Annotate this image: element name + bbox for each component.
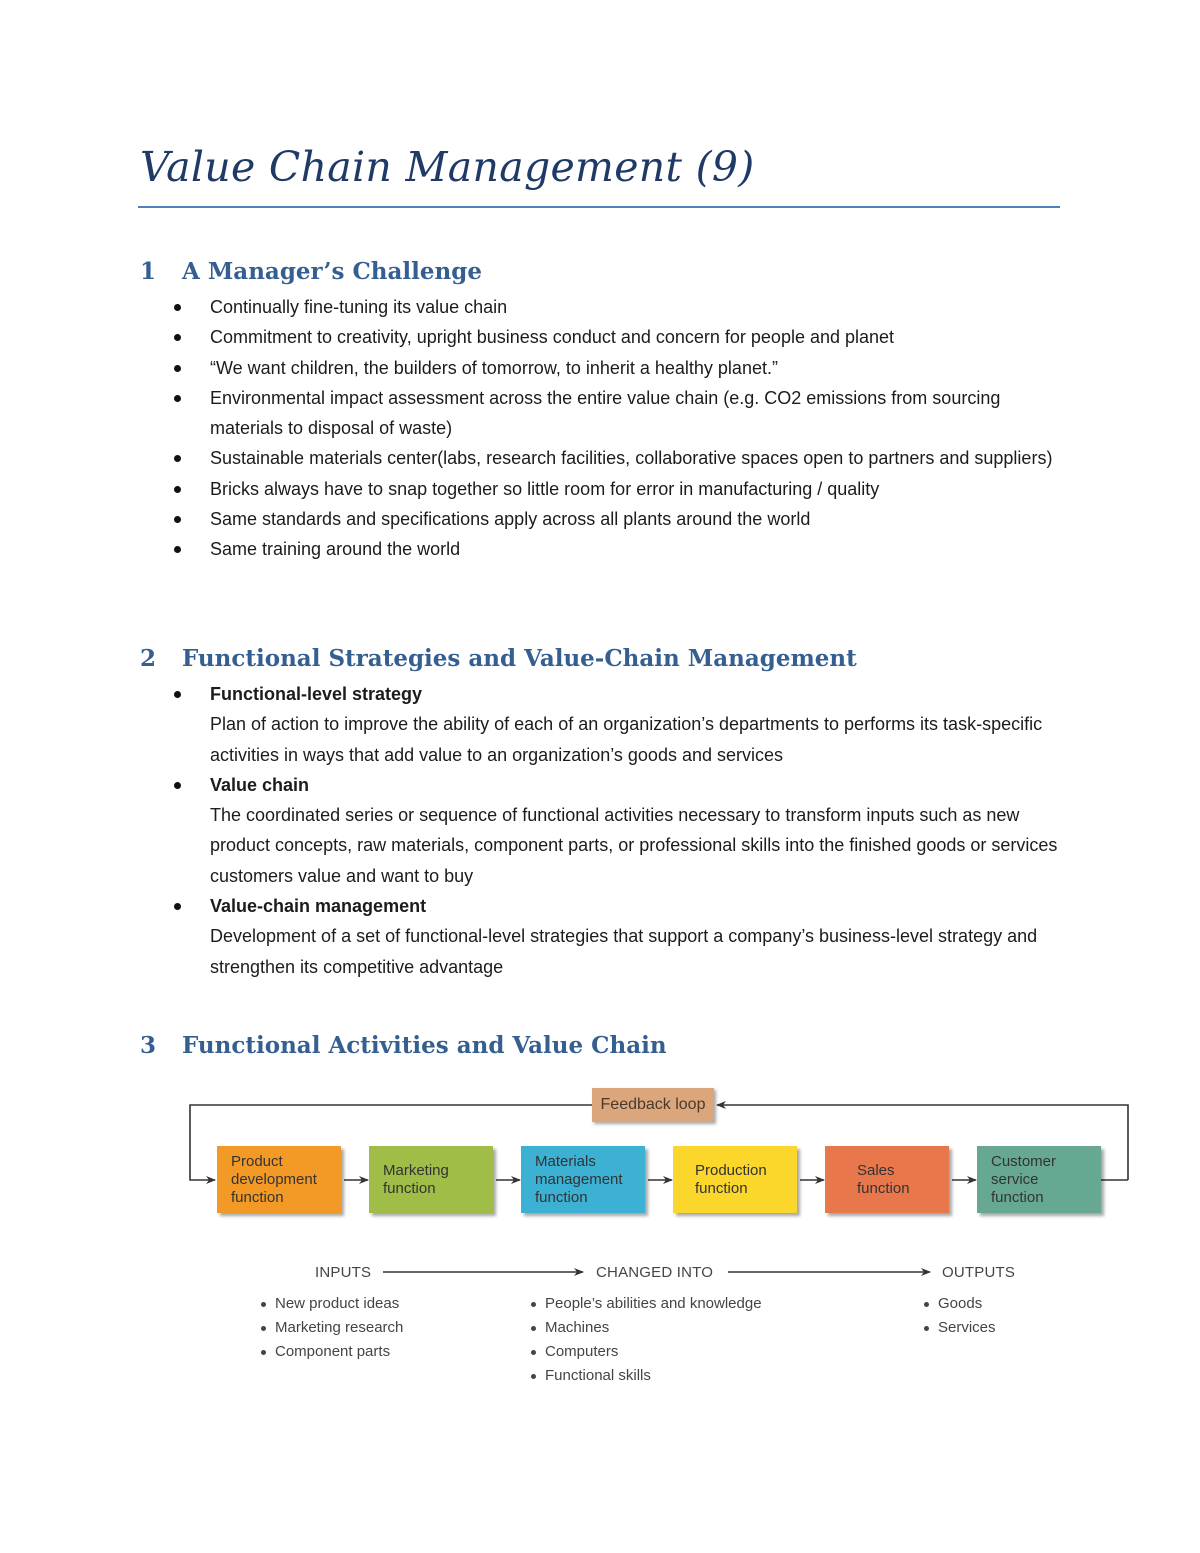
list-item <box>0 353 1200 383</box>
list-item <box>0 474 1200 504</box>
section-2-term-list <box>0 679 1200 982</box>
section-number: 2 <box>140 645 157 672</box>
term-title: Value-chain management <box>210 896 427 917</box>
list-item: Computers <box>530 1340 762 1364</box>
value-chain-diagram <box>180 1084 1140 1394</box>
bullet-text: Same training around the world <box>210 539 461 560</box>
list-item: People’s abilities and knowledge <box>530 1292 762 1316</box>
bullet-icon <box>174 455 181 462</box>
changed-into-list <box>530 1292 762 1388</box>
list-item <box>0 292 1200 322</box>
materials-management-box <box>521 1146 645 1213</box>
bullet-text: Same standards and specifications apply across all plants around the world <box>210 509 811 530</box>
bullet-text: “We want children, the builders of tomorrow, to inherit a healthy planet.” <box>210 357 778 378</box>
bullet-icon <box>174 782 181 789</box>
list-item: Goods <box>923 1292 996 1316</box>
bullet-icon <box>174 304 181 311</box>
bullet-icon <box>174 486 181 493</box>
changed-into-label: CHANGED INTO <box>596 1264 714 1281</box>
box-label-line: development <box>231 1170 317 1188</box>
inputs-label: INPUTS <box>315 1264 372 1281</box>
term-item <box>0 770 1200 891</box>
bullet-text: Bricks always have to snap together so little room for error in manufacturing / quality <box>210 478 880 499</box>
list-item: New product ideas <box>260 1292 403 1316</box>
bullet-icon <box>174 365 181 372</box>
box-label-line: function <box>991 1188 1044 1206</box>
outputs-list <box>923 1292 996 1340</box>
inputs-list <box>260 1292 403 1364</box>
list-item: Component parts <box>260 1340 403 1364</box>
box-label-line: function <box>695 1179 748 1197</box>
section-3-heading <box>140 1032 667 1059</box>
box-label-line: Customer <box>991 1152 1057 1170</box>
list-item <box>0 443 1200 473</box>
page-title: Value Chain Management (9) <box>140 143 755 191</box>
term-definition: The coordinated series or sequence of functional activities necessary to transform inputs such as new product concepts, raw materials, component parts, or professional skills into the finished goods or services customers value and want to buy <box>210 805 1058 886</box>
box-label-line: Materials <box>535 1152 596 1170</box>
section-1-heading <box>140 258 482 285</box>
marketing-box <box>369 1146 493 1213</box>
box-label-line: Sales <box>857 1161 895 1179</box>
section-2-heading <box>140 645 857 672</box>
term-item <box>0 891 1200 982</box>
box-label-line: Product <box>231 1152 283 1170</box>
list-item <box>0 534 1200 564</box>
bullet-text: Commitment to creativity, upright business conduct and concern for people and planet <box>210 327 895 348</box>
bullet-icon <box>174 903 181 910</box>
box-label-line: service <box>991 1170 1039 1188</box>
list-item: Machines <box>530 1316 762 1340</box>
section-title: Functional Activities and Value Chain <box>182 1032 667 1059</box>
bullet-text: Environmental impact assessment across the entire value chain (e.g. CO2 emissions from sourcing materials to disposal of waste) <box>210 387 1001 439</box>
bullet-text: Continually fine-tuning its value chain <box>210 297 508 317</box>
section-1-bullet-list <box>0 292 1200 565</box>
product-development-box <box>217 1146 341 1213</box>
box-label-line: Marketing <box>383 1161 449 1179</box>
bullet-icon <box>174 395 181 402</box>
list-item: Functional skills <box>530 1364 762 1388</box>
list-item <box>0 383 1200 444</box>
outputs-label: OUTPUTS <box>942 1264 1016 1281</box>
term-title: Functional-level strategy <box>210 684 423 704</box>
section-number: 3 <box>140 1032 157 1059</box>
box-label-line: Production <box>695 1161 767 1179</box>
box-label-line: function <box>231 1188 284 1206</box>
feedback-loop-box: Feedback loop <box>592 1088 714 1122</box>
bullet-icon <box>174 334 181 341</box>
term-definition: Plan of action to improve the ability of each of an organization’s departments to performs its task-specific activities in ways that add value to an organization’s goods and services <box>210 714 1043 765</box>
list-item: Marketing research <box>260 1316 403 1340</box>
bullet-icon <box>174 516 181 523</box>
list-item <box>0 322 1200 352</box>
box-label-line: function <box>383 1179 436 1197</box>
customer-service-box <box>977 1146 1101 1213</box>
section-title: Functional Strategies and Value-Chain Management <box>182 645 857 672</box>
production-box <box>673 1146 797 1213</box>
section-title: A Manager’s Challenge <box>182 258 482 285</box>
bullet-text: Sustainable materials center(labs, research facilities, collaborative spaces open to partners and suppliers) <box>210 448 1053 469</box>
list-item <box>0 504 1200 534</box>
bullet-icon <box>174 546 181 553</box>
sales-box <box>825 1146 949 1213</box>
box-label-line: management <box>535 1170 623 1188</box>
title-underline <box>138 206 1060 208</box>
list-item: Services <box>923 1316 996 1340</box>
term-item <box>0 679 1200 770</box>
term-title: Value chain <box>210 774 310 795</box>
bullet-icon <box>174 691 181 698</box>
box-label-line: function <box>857 1179 910 1197</box>
section-number: 1 <box>140 258 157 285</box>
box-label-line: function <box>535 1188 588 1206</box>
term-definition: Development of a set of functional-level strategies that support a company’s business-level strategy and strengthen its competitive advantage <box>210 926 1038 977</box>
